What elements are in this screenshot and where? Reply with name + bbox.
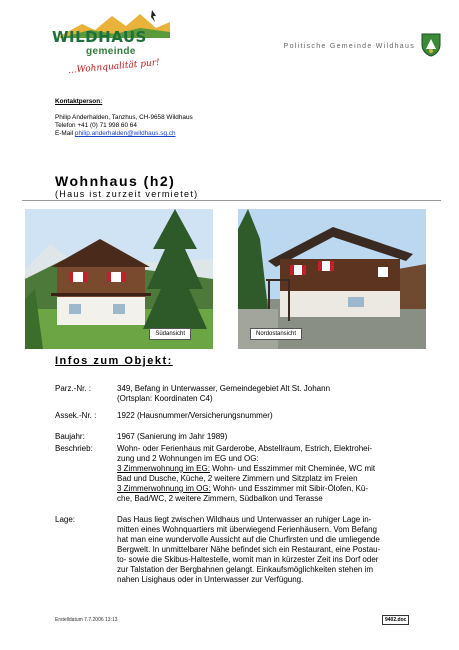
photo-label-south: Südansicht [149,328,191,340]
og-label: 3 Zimmerwohnung im OG: [117,484,211,493]
contact-email-line [55,130,193,138]
logo-wordmark: WILDHAUS [52,28,147,46]
lage-line: Das Haus liegt zwischen Wildhaus und Unterwasser an ruhiger Lage in- [117,515,372,524]
eg-line-2: Bad und Dusche, Küche, 2 weitere Zimmern und Sitzplatz im Freien [117,474,358,483]
parz-line-1: 349, Befang in Unterwasser, Gemeindegebiet Alt St. Johann [117,384,331,393]
lage-line: to- sowie die Skibus-Haltestelle, womit man in kürzester Zeit ins Dorf oder [117,555,379,564]
parz-line-2: (Ortsplan: Koordinaten C4) [117,394,213,403]
beschrieb-line-2: zung und 2 Wohnungen im EG und OG: [117,454,259,463]
field-key: Baujahr: [55,432,85,441]
footer-filename: 9402.doc [382,615,409,625]
photo-northeast-view [238,209,426,349]
beschrieb-line-1: Wohn- oder Ferienhaus mit Garderobe, Abstellraum, Estrich, Elektrohei- [117,444,373,453]
logo-subtitle: gemeinde [86,46,136,57]
email-prefix: E-Mail [55,130,75,137]
og-line-2: che, Bad/WC, 2 weitere Zimmern, Südbalkon und Terasse [117,494,323,503]
photo-south-view [25,209,213,349]
field-key: Parz.-Nr. : [55,384,92,393]
field-key: Assek.-Nr. : [55,411,97,420]
field-value [117,384,437,404]
logo-slogan: ...Wohnqualität pur! [67,58,161,76]
infos-heading: Infos zum Objekt: [55,355,173,367]
field-value [117,444,437,504]
field-value: 1967 (Sanierung im Jahr 1989) [117,432,228,441]
beschrieb-og [117,484,437,494]
lage-line: hat man eine wundervolle Aussicht auf die Churfirsten und die umliegende [117,535,380,544]
eg-label: 3 Zimmerwohnung im EG: [117,464,210,473]
lage-line: nahen Lisighaus oder in Unterwasser zur Verfügung. [117,575,304,584]
page-subtitle: (Haus ist zurzeit vermietet) [55,189,199,199]
contact-block [55,114,193,138]
beschrieb-eg [117,464,437,474]
contact-label: Kontaktperson: [55,98,103,105]
coat-of-arms-icon [421,33,441,57]
lage-line: zur Talstation der Bergbahnen gelangt. Einkaufsmöglichkeiten stehen im [117,565,374,574]
field-key: Lage: [55,515,76,524]
og-text: Wohn- und Esszimmer mit Sibir-Ölofen, Kü- [210,484,369,493]
field-key: Beschrieb: [55,444,93,453]
footer-created-date: Erstelldatum 7.7.2006 13:13 [55,617,118,623]
page-title: Wohnhaus (h2) [55,173,176,189]
field-value [117,515,437,585]
contact-name: Philip Anderhalden, Tanzhus, CH-9658 Wildhaus [55,114,193,121]
contact-phone: Telefon +41 (0) 71 998 60 64 [55,122,137,129]
lage-line: mitten eines Wohnquartiers mit überwiegend Ferienhäusern. Vom Befang [117,525,377,534]
divider [22,200,441,201]
email-link[interactable]: philip.anderhalden@wildhaus.sg.ch [74,130,176,137]
photo-label-northeast: Nordostansicht [250,328,302,340]
header-organisation: Politische Gemeinde Wildhaus [283,43,415,50]
eg-text: Wohn- und Esszimmer mit Cheminée, WC mit [209,464,376,473]
field-value: 1922 (Hausnummer/Versicherungsnummer) [117,411,273,420]
wildhaus-logo [52,10,167,80]
lage-line: Bergwelt. In unmittelbarer Nähe befindet sich ein Restaurant, eine Postau- [117,545,381,554]
